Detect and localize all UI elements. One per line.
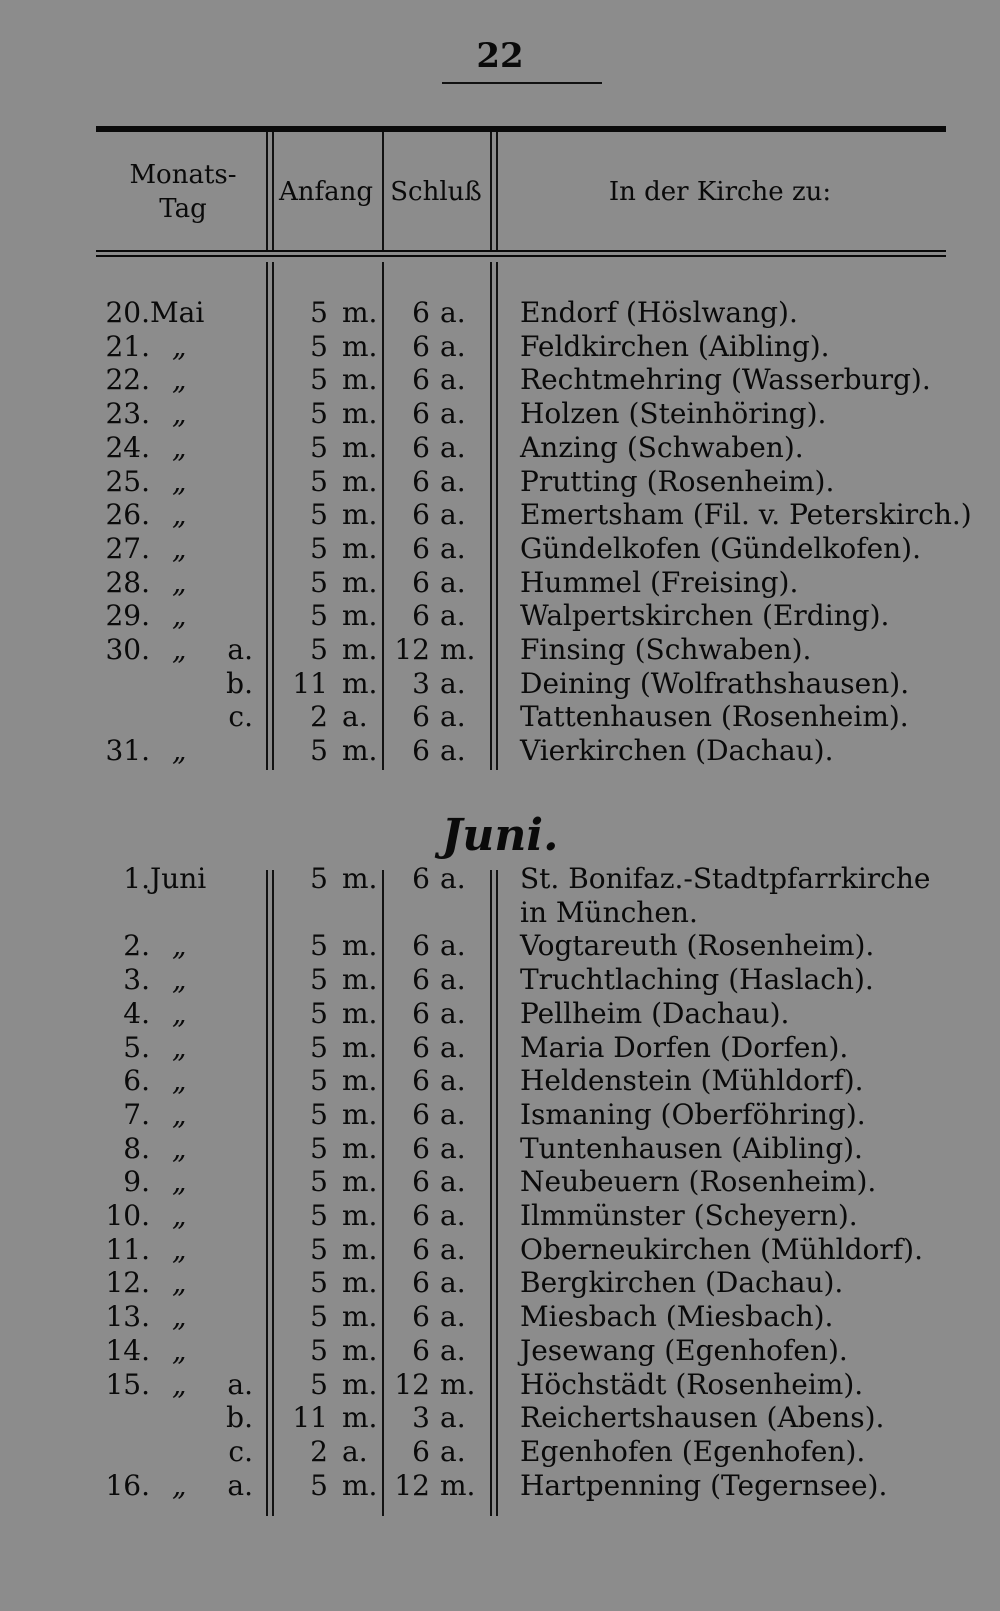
end-period: a.	[440, 700, 466, 734]
start-period: m.	[342, 1333, 378, 1367]
end-hour: 6	[412, 1300, 430, 1334]
end-period: a.	[440, 1030, 466, 1064]
church-name: Finsing (Schwaben).	[520, 633, 812, 666]
start-period: m.	[342, 329, 378, 363]
day-number: 26.	[105, 498, 150, 532]
table-row	[0, 1233, 1000, 1267]
end-hour: 6	[412, 599, 430, 633]
table-row	[0, 1469, 1000, 1503]
church-name: Maria Dorfen (Dorfen).	[520, 1030, 849, 1064]
start-period: m.	[342, 1468, 378, 1502]
end-hour: 6	[412, 1199, 430, 1232]
page-number-rule	[442, 82, 602, 84]
start-period: m.	[342, 1300, 378, 1334]
end-period: a.	[440, 296, 466, 329]
ditto-mark: „	[172, 929, 187, 963]
table-row	[0, 1368, 1000, 1402]
start-period: m.	[342, 397, 378, 431]
church-name: Tattenhausen (Rosenheim).	[520, 700, 909, 734]
end-period: a.	[440, 464, 466, 498]
ditto-mark: „	[172, 397, 187, 431]
start-hour: 5	[310, 862, 328, 895]
end-period: a.	[440, 531, 466, 565]
table-row	[0, 465, 1000, 499]
ditto-mark: „	[172, 1300, 187, 1334]
end-period: a.	[440, 1401, 466, 1435]
start-hour: 5	[310, 1468, 328, 1502]
end-hour: 6	[412, 1434, 430, 1468]
ditto-mark: „	[172, 430, 187, 464]
church-name: Höchstädt (Rosenheim).	[520, 1367, 864, 1401]
table-row	[0, 1064, 1000, 1098]
day-number: 10.	[105, 1199, 150, 1232]
table-row	[0, 566, 1000, 600]
start-period: m.	[342, 1064, 378, 1098]
ditto-mark: „	[172, 498, 187, 532]
col-divider	[490, 132, 492, 250]
ditto-mark: „	[172, 464, 187, 498]
ditto-mark: „	[172, 1030, 187, 1064]
header-bottom-rule	[96, 250, 946, 257]
ditto-mark: „	[172, 329, 187, 363]
church-name: Truchtlaching (Haslach).	[520, 963, 874, 997]
start-hour: 5	[310, 531, 328, 565]
table-row	[0, 734, 1000, 768]
day-number: 23.	[105, 397, 150, 431]
header-schluss: Schluß	[390, 177, 482, 207]
end-hour: 6	[412, 498, 430, 532]
end-period: a.	[440, 430, 466, 464]
ditto-mark: „	[172, 633, 187, 666]
start-hour: 5	[310, 464, 328, 498]
start-hour: 11	[292, 666, 328, 700]
day-number: 30.	[105, 633, 150, 666]
day-number: 21.	[105, 329, 150, 363]
day-number: 4.	[123, 996, 150, 1030]
end-period: a.	[440, 1232, 466, 1266]
church-name: Pellheim (Dachau).	[520, 996, 790, 1030]
start-hour: 5	[310, 1030, 328, 1064]
church-name: Gündelkofen (Gündelkofen).	[520, 531, 921, 565]
end-period: a.	[440, 1199, 466, 1232]
end-hour: 12	[394, 1367, 430, 1401]
day-number: 16.	[105, 1468, 150, 1502]
day-number: 14.	[105, 1333, 150, 1367]
start-period: a.	[342, 700, 368, 734]
start-period: m.	[342, 599, 378, 633]
end-hour: 6	[412, 1165, 430, 1199]
start-hour: 5	[310, 599, 328, 633]
end-period: m.	[440, 633, 476, 666]
start-hour: 5	[310, 1097, 328, 1131]
sub-letter: b.	[226, 1401, 253, 1435]
start-period: m.	[342, 1401, 378, 1435]
start-hour: 5	[310, 963, 328, 997]
day-number: 31.	[105, 734, 150, 768]
church-name: Vierkirchen (Dachau).	[520, 734, 834, 768]
day-number: 15.	[105, 1367, 150, 1401]
start-period: m.	[342, 929, 378, 963]
end-hour: 6	[412, 862, 430, 895]
church-name: St. Bonifaz.-Stadtpfarrkirche	[520, 862, 931, 895]
end-period: a.	[440, 1165, 466, 1199]
table-row	[0, 700, 1000, 734]
end-period: a.	[440, 666, 466, 700]
start-period: m.	[342, 633, 378, 666]
church-name: Emertsham (Fil. v. Peterskirch.)	[520, 498, 972, 532]
day-number: 9.	[123, 1165, 150, 1199]
end-hour: 6	[412, 531, 430, 565]
sub-letter: c.	[228, 700, 253, 734]
end-hour: 6	[412, 1030, 430, 1064]
start-hour: 11	[292, 1401, 328, 1435]
start-period: a.	[342, 1434, 368, 1468]
month-name: Juni	[150, 862, 207, 895]
church-name: Prutting (Rosenheim).	[520, 464, 835, 498]
day-number: 29.	[105, 599, 150, 633]
church-name: Anzing (Schwaben).	[520, 430, 804, 464]
church-name: Feldkirchen (Aibling).	[520, 329, 830, 363]
end-period: a.	[440, 599, 466, 633]
church-name: Ismaning (Oberföhring).	[520, 1097, 866, 1131]
end-hour: 6	[412, 1064, 430, 1098]
ditto-mark: „	[172, 363, 187, 397]
start-hour: 5	[310, 929, 328, 963]
end-hour: 6	[412, 963, 430, 997]
end-period: m.	[440, 1367, 476, 1401]
start-hour: 2	[310, 700, 328, 734]
start-hour: 5	[310, 1367, 328, 1401]
end-hour: 12	[394, 633, 430, 666]
start-period: m.	[342, 1030, 378, 1064]
end-period: a.	[440, 1300, 466, 1334]
page-number: 22	[476, 36, 524, 76]
sub-letter: a.	[227, 1468, 253, 1502]
start-hour: 5	[310, 633, 328, 666]
start-hour: 5	[310, 1064, 328, 1098]
sub-letter: a.	[227, 1367, 253, 1401]
church-name: Walpertskirchen (Erding).	[520, 599, 890, 633]
end-hour: 6	[412, 1333, 430, 1367]
end-hour: 6	[412, 1097, 430, 1131]
end-period: a.	[440, 1064, 466, 1098]
ditto-mark: „	[172, 565, 187, 599]
start-hour: 5	[310, 363, 328, 397]
day-number: 1.	[123, 862, 150, 895]
end-hour: 6	[412, 296, 430, 329]
end-hour: 6	[412, 1232, 430, 1266]
start-period: m.	[342, 1199, 378, 1232]
end-period: a.	[440, 565, 466, 599]
col-divider	[272, 132, 274, 250]
table-row	[0, 1266, 1000, 1300]
sub-letter: b.	[226, 666, 253, 700]
end-period: a.	[440, 1434, 466, 1468]
end-period: a.	[440, 929, 466, 963]
table-row	[0, 599, 1000, 633]
end-hour: 6	[412, 1266, 430, 1300]
church-name: Jesewang (Egenhofen).	[520, 1333, 848, 1367]
table-row	[0, 997, 1000, 1031]
church-name: Tuntenhausen (Aibling).	[520, 1131, 863, 1165]
start-period: m.	[342, 1131, 378, 1165]
table-row	[0, 963, 1000, 997]
start-hour: 5	[310, 329, 328, 363]
ditto-mark: „	[172, 1468, 187, 1502]
table-row	[0, 862, 1000, 896]
start-hour: 5	[310, 1131, 328, 1165]
end-hour: 6	[412, 329, 430, 363]
church-name: Heldenstein (Mühldorf).	[520, 1064, 864, 1098]
table-row	[0, 532, 1000, 566]
end-hour: 6	[412, 397, 430, 431]
header-kirche: In der Kirche zu:	[608, 177, 832, 207]
table-row	[0, 296, 1000, 330]
table-row	[0, 1334, 1000, 1368]
table-top-rule	[96, 126, 946, 132]
table-row	[0, 896, 1000, 930]
header-anfang: Anfang	[278, 177, 374, 207]
start-period: m.	[342, 363, 378, 397]
end-hour: 6	[412, 996, 430, 1030]
day-number: 11.	[105, 1232, 150, 1266]
end-period: a.	[440, 329, 466, 363]
table-row	[0, 1300, 1000, 1334]
church-name: Miesbach (Miesbach).	[520, 1300, 834, 1334]
start-hour: 5	[310, 1333, 328, 1367]
end-hour: 6	[412, 734, 430, 768]
end-period: a.	[440, 363, 466, 397]
ditto-mark: „	[172, 599, 187, 633]
end-period: a.	[440, 397, 466, 431]
ditto-mark: „	[172, 1232, 187, 1266]
ditto-mark: „	[172, 1165, 187, 1199]
ditto-mark: „	[172, 1064, 187, 1098]
ditto-mark: „	[172, 1131, 187, 1165]
table-row	[0, 1132, 1000, 1166]
ditto-mark: „	[172, 734, 187, 768]
end-period: a.	[440, 1333, 466, 1367]
start-period: m.	[342, 1266, 378, 1300]
day-number: 6.	[123, 1064, 150, 1098]
start-period: m.	[342, 734, 378, 768]
end-hour: 6	[412, 929, 430, 963]
church-name: Holzen (Steinhöring).	[520, 397, 827, 431]
start-period: m.	[342, 296, 378, 329]
end-hour: 6	[412, 700, 430, 734]
day-number: 8.	[123, 1131, 150, 1165]
start-period: m.	[342, 531, 378, 565]
ditto-mark: „	[172, 1367, 187, 1401]
day-number: 25.	[105, 464, 150, 498]
start-period: m.	[342, 430, 378, 464]
ditto-mark: „	[172, 1333, 187, 1367]
end-hour: 6	[412, 363, 430, 397]
church-name: Hartpenning (Tegernsee).	[520, 1468, 888, 1502]
start-hour: 5	[310, 1266, 328, 1300]
end-hour: 6	[412, 565, 430, 599]
start-period: m.	[342, 1097, 378, 1131]
table-row	[0, 1098, 1000, 1132]
start-period: m.	[342, 464, 378, 498]
church-name: Bergkirchen (Dachau).	[520, 1266, 844, 1300]
end-hour: 3	[412, 1401, 430, 1435]
table-row	[0, 431, 1000, 465]
church-name: Neubeuern (Rosenheim).	[520, 1165, 877, 1199]
end-hour: 12	[394, 1468, 430, 1502]
end-period: a.	[440, 862, 466, 895]
day-number: 24.	[105, 430, 150, 464]
end-period: m.	[440, 1468, 476, 1502]
sub-letter: a.	[227, 633, 253, 666]
month-name: Mai	[150, 296, 205, 329]
start-period: m.	[342, 1367, 378, 1401]
day-number: 28.	[105, 565, 150, 599]
col-divider	[382, 132, 384, 250]
start-hour: 5	[310, 397, 328, 431]
start-hour: 2	[310, 1434, 328, 1468]
church-name: Rechtmehring (Wasserburg).	[520, 363, 931, 397]
end-period: a.	[440, 498, 466, 532]
start-hour: 5	[310, 1300, 328, 1334]
start-period: m.	[342, 862, 378, 895]
church-name: Egenhofen (Egenhofen).	[520, 1434, 866, 1468]
end-hour: 6	[412, 430, 430, 464]
start-hour: 5	[310, 498, 328, 532]
table-row	[0, 1401, 1000, 1435]
table-row	[0, 498, 1000, 532]
table-row	[0, 1031, 1000, 1065]
church-name: Reichertshausen (Abens).	[520, 1401, 885, 1435]
church-name: Endorf (Höslwang).	[520, 296, 798, 329]
ditto-mark: „	[172, 531, 187, 565]
start-hour: 5	[310, 430, 328, 464]
table-row	[0, 929, 1000, 963]
header-monats-tag: Monats- Tag	[129, 160, 237, 224]
day-number: 5.	[123, 1030, 150, 1064]
table-row	[0, 363, 1000, 397]
end-period: a.	[440, 1097, 466, 1131]
start-hour: 5	[310, 734, 328, 768]
end-period: a.	[440, 963, 466, 997]
church-name: Hummel (Freising).	[520, 565, 799, 599]
ditto-mark: „	[172, 963, 187, 997]
day-number: 2.	[123, 929, 150, 963]
start-period: m.	[342, 963, 378, 997]
end-period: a.	[440, 1266, 466, 1300]
ditto-mark: „	[172, 1266, 187, 1300]
church-name: Deining (Wolfrathshausen).	[520, 666, 910, 700]
start-period: m.	[342, 1165, 378, 1199]
col-divider	[266, 132, 268, 250]
col-divider	[496, 132, 498, 250]
church-name: in München.	[520, 895, 698, 929]
start-period: m.	[342, 1232, 378, 1266]
table-row	[0, 1199, 1000, 1233]
end-period: a.	[440, 1131, 466, 1165]
day-number: 22.	[105, 363, 150, 397]
church-name: Ilmmünster (Scheyern).	[520, 1199, 858, 1232]
start-hour: 5	[310, 565, 328, 599]
sub-letter: c.	[228, 1434, 253, 1468]
start-period: m.	[342, 666, 378, 700]
day-number: 13.	[105, 1300, 150, 1334]
table-row	[0, 667, 1000, 701]
table-row	[0, 1165, 1000, 1199]
day-number: 27.	[105, 531, 150, 565]
end-hour: 6	[412, 464, 430, 498]
church-name: Oberneukirchen (Mühldorf).	[520, 1232, 923, 1266]
table-row	[0, 633, 1000, 667]
ditto-mark: „	[172, 1097, 187, 1131]
ditto-mark: „	[172, 1199, 187, 1232]
table-row	[0, 397, 1000, 431]
start-hour: 5	[310, 1165, 328, 1199]
start-period: m.	[342, 996, 378, 1030]
ditto-mark: „	[172, 996, 187, 1030]
table-row	[0, 1435, 1000, 1469]
day-number: 12.	[105, 1266, 150, 1300]
start-hour: 5	[310, 1232, 328, 1266]
church-name: Vogtareuth (Rosenheim).	[520, 929, 875, 963]
end-period: a.	[440, 996, 466, 1030]
day-number: 20.	[105, 296, 150, 329]
start-hour: 5	[310, 996, 328, 1030]
start-hour: 5	[310, 296, 328, 329]
end-hour: 6	[412, 1131, 430, 1165]
day-number: 7.	[123, 1097, 150, 1131]
start-period: m.	[342, 565, 378, 599]
section-heading-juni: Juni.	[441, 810, 559, 861]
end-hour: 3	[412, 666, 430, 700]
day-number: 3.	[123, 963, 150, 997]
start-period: m.	[342, 498, 378, 532]
start-hour: 5	[310, 1199, 328, 1232]
end-period: a.	[440, 734, 466, 768]
table-row	[0, 330, 1000, 364]
